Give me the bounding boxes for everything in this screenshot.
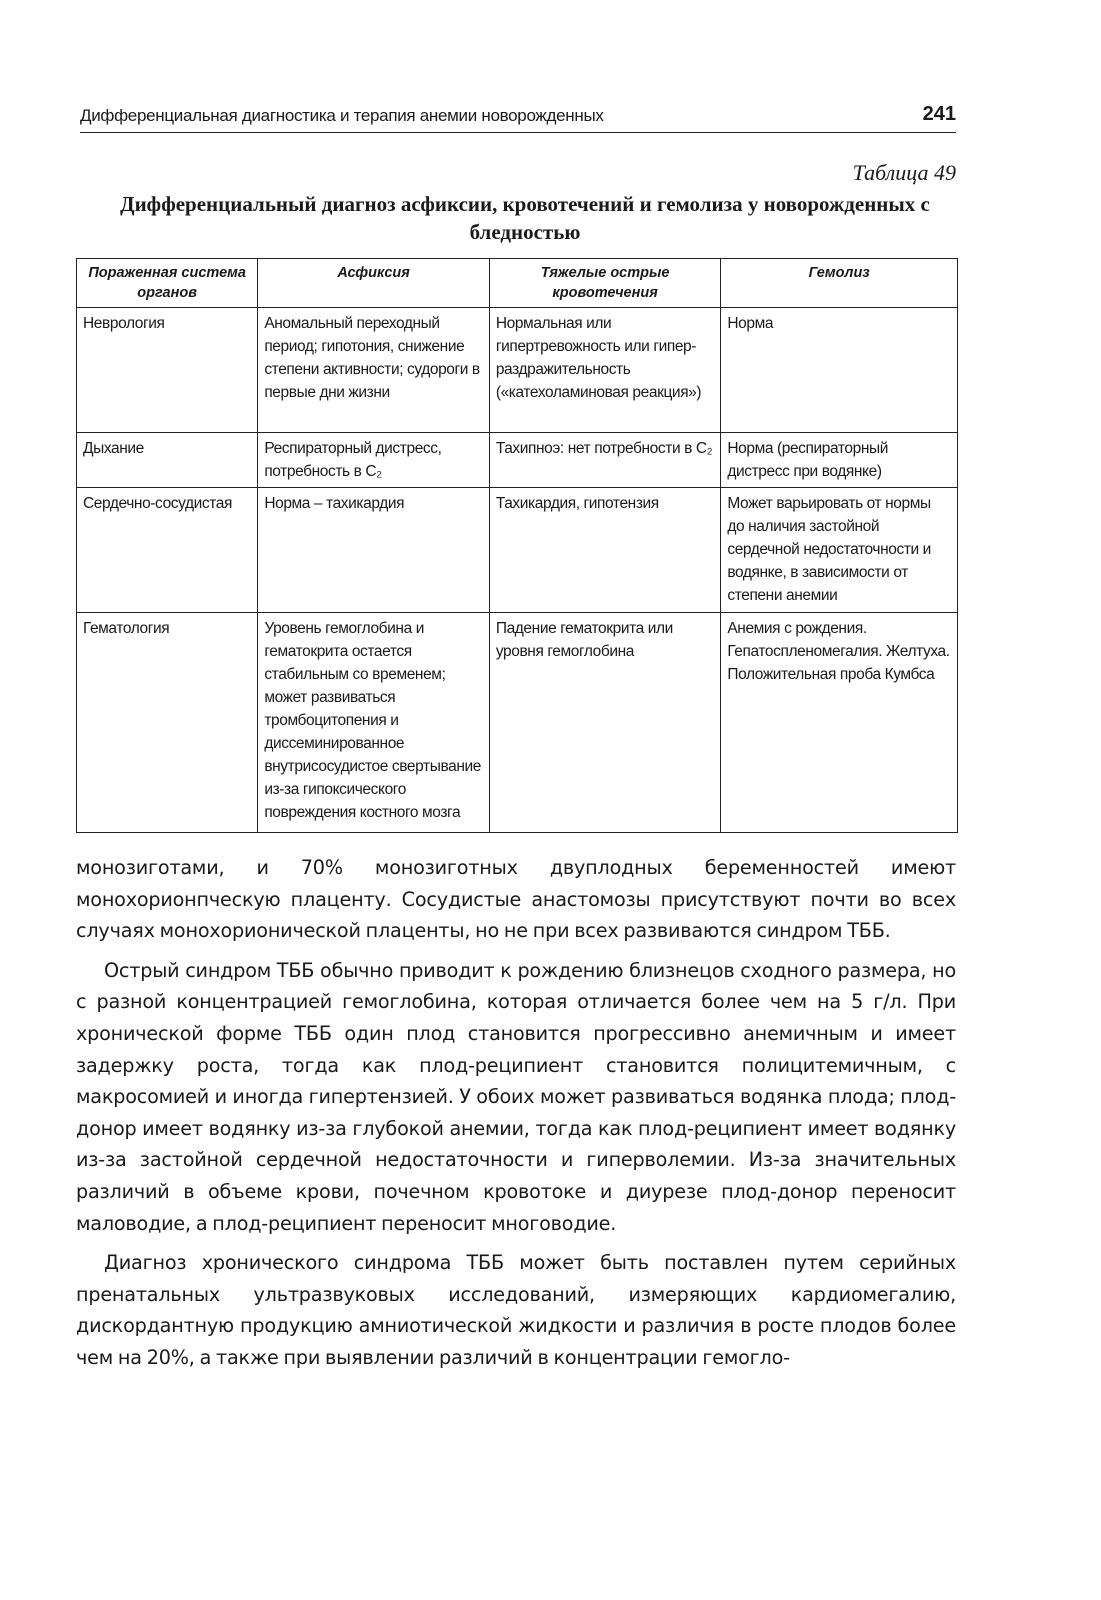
- cell-system: Дыхание: [77, 433, 258, 488]
- cell-hemolysis: Норма: [721, 308, 958, 433]
- cell-hemolysis: Может варьировать от нормы до наличия застойной сердечной недостаточности и водянке, в зависимости от степени анемии: [721, 488, 958, 613]
- table-row: [77, 308, 958, 433]
- paragraph: Диагноз хронического синдрома ТББ может быть поставлен путем серийных пренатальных ультразвуковых исследований, измеряющих кардиомегалию, дискордантную продукцию амниотической жидкости и различия в росте плодов более чем на 20%, а также при выявлении различий в концентрации гемогло-: [76, 1251, 956, 1369]
- cell-asphyxia: Норма – тахикардия: [258, 488, 490, 613]
- cell-bleeding: Тахикардия, гипотензия: [489, 488, 721, 613]
- cell-system: Неврология: [77, 308, 258, 433]
- page-number: 241: [922, 103, 956, 125]
- running-head-title: Дифференциальная диагностика и терапия анемии новорожденных: [80, 106, 604, 125]
- cell-asphyxia: Аномальный переходный период; гипотония, снижение степени активности; судороги в первые дни жизни: [258, 308, 490, 433]
- running-head: [80, 100, 956, 133]
- table-row: [77, 613, 958, 833]
- cell-bleeding: Тахипноэ: нет потребности в С₂: [489, 433, 721, 488]
- cell-system: Гематология: [77, 613, 258, 833]
- body-text: [76, 852, 956, 1382]
- paragraph: Острый синдром ТББ обычно приводит к рождению близнецов сходного размера, но с разной концентрацией гемоглобина, которая отличается более чем на 5 г/л. При хронической форме ТББ один плод становится прогрессивно анемичным и имеет задержку роста, тогда как плод-реципиент становится полицитемичным, с макросомией и иногда гипертензией. У обоих может развиваться водянка плода; плод-донор имеет водянку из-за глубокой анемии, тогда как плод-реципиент имеет водянку из-за застойной сердечной недостаточности и гиперволемии. Из-за значительных различий в объеме крови, почечном кровотоке и диурезе плод-донор переносит маловодие, а плод-реципиент переносит многоводие.: [76, 958, 956, 1235]
- cell-asphyxia: Респираторный дистресс, потребность в С₂: [258, 433, 490, 488]
- table-row: [77, 488, 958, 613]
- differential-diagnosis-table: [76, 258, 958, 833]
- cell-system: Сердечно-сосудистая: [77, 488, 258, 613]
- cell-bleeding: Нормальная или гипертревожность или гипер- раздражительность («катехоламиновая реакция»): [489, 308, 721, 433]
- column-header: Асфиксия: [258, 259, 490, 308]
- table-header-row: [77, 259, 958, 308]
- table-row: [77, 433, 958, 488]
- paragraph: монозиготами, и 70% монозиготных двуплодных беременностей имеют монохорионпческую плаценту. Сосудистые анастомозы присутствуют почти во всех случаях монохорионической плаценты, но не при всех развиваются синдром ТББ.: [76, 856, 956, 943]
- table-caption: Дифференциальный диагноз асфиксии, кровотечений и гемолиза у новорожденных с бледностью: [120, 192, 930, 244]
- cell-hemolysis: Анемия с рождения. Гепатоспленомегалия. Желтуха. Положительная проба Кумбса: [721, 613, 958, 833]
- column-header: Гемолиз: [721, 259, 958, 308]
- cell-asphyxia: Уровень гемоглобина и гематокрита остается стабильным со временем; может развиваться тромбоцитопения и диссеминированное внутрисосудистое свертывание из-за гипоксического повреждения костного мозга: [258, 613, 490, 833]
- column-header: Тяжелые острые кровотечения: [489, 259, 721, 308]
- cell-hemolysis: Норма (респираторный дистресс при водянке): [721, 433, 958, 488]
- cell-bleeding: Падение гематокрита или уровня гемоглобина: [489, 613, 721, 833]
- column-header: Пораженная система органов: [77, 259, 258, 308]
- table-number: Таблица 49: [852, 160, 956, 185]
